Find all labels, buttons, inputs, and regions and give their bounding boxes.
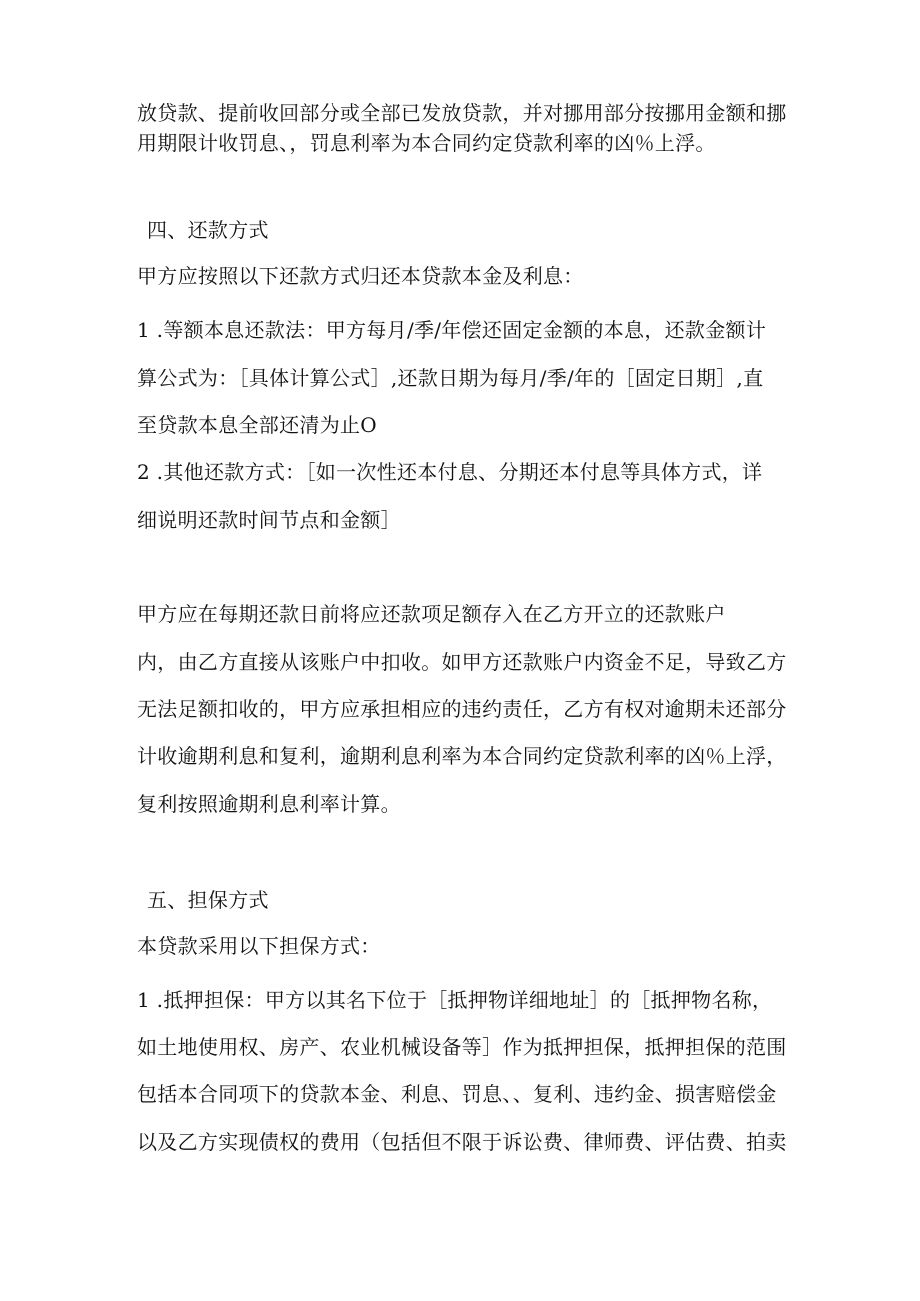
section-heading-guarantee: 五、担保方式 [147,888,269,912]
list-item-line: 1 .等额本息还款法：甲方每月/季/年偿还固定金额的本息，还款金额计 [137,318,767,342]
list-item-line: 算公式为：［具体计算公式］,还款日期为每月/季/年的［固定日期］,直 [137,366,764,390]
paragraph-line: 内，由乙方直接从该账户中扣收。如甲方还款账户内资金不足，导致乙方 [137,650,787,674]
list-item-line: 包括本合同项下的贷款本金、利息、罚息、、复利、违约金、损害赔偿金 [137,1082,777,1106]
section-intro: 本贷款采用以下担保方式： [137,934,381,958]
section-intro: 甲方应按照以下还款方式归还本贷款本金及利息： [137,264,584,288]
paragraph-line: 复利按照逾期利息利率计算。 [137,792,401,816]
list-item-line: 以及乙方实现债权的费用（包括但不限于诉讼费、律师费、评估费、拍卖 [137,1130,787,1154]
section-heading-repayment: 四、还款方式 [147,218,269,242]
list-item-line: 2 .其他还款方式：［如一次性还本付息、分期还本付息等具体方式，详 [137,460,763,484]
paragraph-line: 放贷款、提前收回部分或全部已发放贷款，并对挪用部分按挪用金额和挪 [137,101,787,125]
paragraph-line: 计收逾期利息和复利，逾期利息利率为本合同约定贷款利率的凶％上浮， [137,744,787,768]
paragraph-line: 用期限计收罚息、，罚息利率为本合同约定贷款利率的凶％上浮。 [137,131,716,155]
list-item-line: 1 .抵押担保：甲方以其名下位于［抵押物详细地址］的［抵押物名称， [137,988,773,1012]
list-item-line: 如土地使用权、房产、农业机械设备等］作为抵押担保，抵押担保的范围 [137,1035,787,1059]
paragraph-line: 甲方应在每期还款日前将应还款项足额存入在乙方开立的还款账户 [137,602,726,626]
list-item-line: 至贷款本息全部还清为止O [137,413,377,437]
list-item-line: 细说明还款时间节点和金额］ [137,508,401,532]
paragraph-line: 无法足额扣收的，甲方应承担相应的违约责任，乙方有权对逾期未还部分 [137,697,787,721]
